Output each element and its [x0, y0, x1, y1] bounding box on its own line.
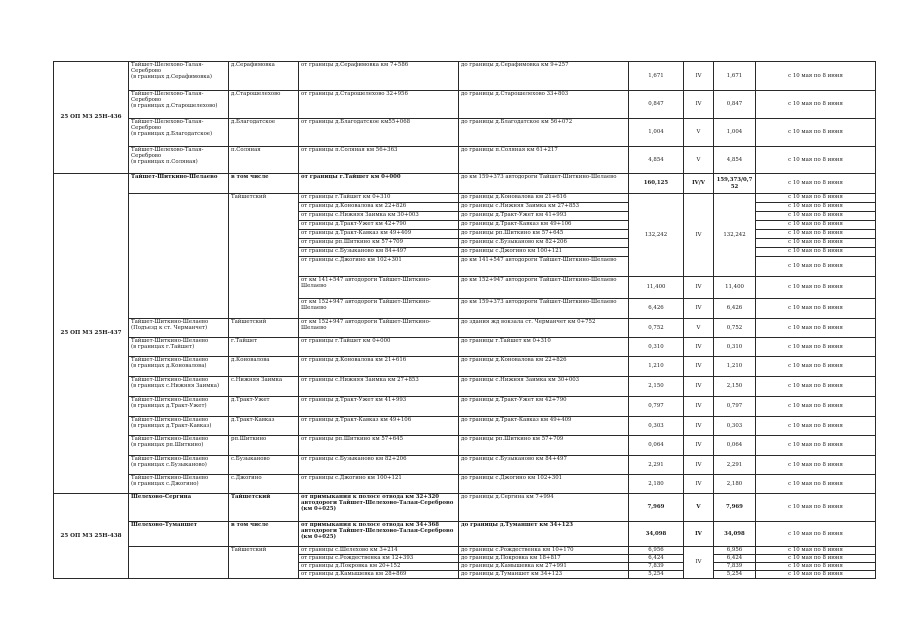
from-cell: от границы д.Серафимовка км 7+586 — [299, 62, 459, 91]
road-name-cell: Тайшет-Шиткино-Шелаево (в границах рп.Шиткино) — [129, 436, 229, 456]
to-cell: до границы г.Тайшет км 0+310 — [459, 338, 629, 357]
period-cell: с 10 мая по 8 июня — [756, 456, 876, 475]
to-cell: до км 159+373 автодороги Тайшет-Шиткино-Шелаево — [459, 299, 629, 319]
locality-cell: Тайшетский — [229, 547, 299, 579]
from-cell: от границы с.Нижняя Заимка км 30+003 — [299, 212, 459, 221]
from-cell: от границы д.Благодатское км55+068 — [299, 119, 459, 147]
locality-cell: д.Тракт-Ужет — [229, 397, 299, 417]
road-name-cell — [129, 547, 229, 579]
table-row — [54, 194, 876, 203]
road-name-cell: Шелехово-Туманшет — [129, 522, 229, 547]
to-cell: до границы д.Старошелехово 33+803 — [459, 91, 629, 119]
locality-cell: Тайшетский — [229, 319, 299, 338]
length2-cell: 2,180 — [714, 475, 756, 494]
length-cell: 4,854 — [629, 147, 684, 174]
from-cell: от км 152+947 автодороги Тайшет-Шиткино-Шелаево — [299, 319, 459, 338]
length-cell: 132,242 — [629, 194, 684, 277]
period-cell: с 10 мая по 8 июня — [756, 338, 876, 357]
length2-cell: 5,254 — [714, 571, 756, 579]
locality-cell: д.Серафимовка — [229, 62, 299, 91]
from-cell: от границы рп.Шиткино км 57+645 — [299, 436, 459, 456]
category-cell: IV — [684, 91, 714, 119]
length-cell: 0,797 — [629, 397, 684, 417]
from-cell: от границы рп.Шиткино км 57+709 — [299, 239, 459, 248]
to-cell: до границы д.Благодатское км 56+072 — [459, 119, 629, 147]
locality-cell: г.Тайшет — [229, 338, 299, 357]
from-cell: от границы д.Коновалова км 21+616 — [299, 357, 459, 377]
locality-cell: д.Коновалова — [229, 357, 299, 377]
locality-cell: д.Благодатское — [229, 119, 299, 147]
length2-cell: 132,242 — [714, 194, 756, 277]
road-name-cell: Тайшет-Шелехово-Талая- Сереброво (в границах д.Старошелехово) — [129, 91, 229, 119]
category-cell: IV — [684, 277, 714, 299]
to-cell: до км 152+947 автодороги Тайшет-Шиткино-Шелаево — [459, 277, 629, 299]
category-cell: IV — [684, 456, 714, 475]
from-cell: от границы д.Коновалова км 22+826 — [299, 203, 459, 212]
length2-cell: 0,303 — [714, 417, 756, 436]
length-cell: 0,752 — [629, 319, 684, 338]
to-cell: до здания жд вокзала ст. Черманчет км 0+752 — [459, 319, 629, 338]
roads-table — [53, 61, 876, 579]
length-cell: 160,125 — [629, 174, 684, 194]
locality-cell: Тайшетский — [229, 194, 299, 319]
length2-cell: 6,426 — [714, 299, 756, 319]
category-cell: IV/V — [684, 174, 714, 194]
table-row — [54, 397, 876, 417]
road-name-cell: Тайшет-Шелехово-Талая- Сереброво (в границах д.Благодатское) — [129, 119, 229, 147]
road-code-cell: 25 ОП МЗ 25Н-438 — [54, 494, 129, 579]
length2-cell: 0,797 — [714, 397, 756, 417]
period-cell: с 10 мая по 8 июня — [756, 377, 876, 397]
category-cell: IV — [684, 417, 714, 436]
to-cell: до границы п.Соляная км 61+217 — [459, 147, 629, 174]
road-name-cell: Тайшет-Шиткино-Шелаево (в границах г.Тайшет) — [129, 338, 229, 357]
to-cell: до границы д.Тракт-Кавказ км 49+409 — [459, 417, 629, 436]
locality-cell: с.Бузыканово — [229, 456, 299, 475]
from-cell: от границы с.Рождественка км 12+393 — [299, 555, 459, 563]
table-row — [54, 456, 876, 475]
period-cell: с 10 мая по 8 июня — [756, 62, 876, 91]
to-cell: до границы с.Джогино км 100+121 — [459, 248, 629, 257]
road-name-cell: Тайшет-Шиткино-Шелаево (в границах с.Джогино) — [129, 475, 229, 494]
to-cell: до границы с.Нижняя Заимка км 27+853 — [459, 203, 629, 212]
category-cell: IV — [684, 377, 714, 397]
table-row — [54, 338, 876, 357]
length2-cell: 6,424 — [714, 555, 756, 563]
to-cell: до границы д.Серафимовка км 9+257 — [459, 62, 629, 91]
period-cell: с 10 мая по 8 июня — [756, 494, 876, 522]
length2-cell: 159,373/0,752 — [714, 174, 756, 194]
table-row — [54, 357, 876, 377]
table-row — [54, 91, 876, 119]
length2-cell: 0,752 — [714, 319, 756, 338]
period-cell: с 10 мая по 8 июня — [756, 397, 876, 417]
length-cell: 1,004 — [629, 119, 684, 147]
from-cell: от границы с.Джогино км 100+121 — [299, 475, 459, 494]
road-code-cell: 25 ОП МЗ 25Н-436 — [54, 62, 129, 174]
length2-cell: 1,004 — [714, 119, 756, 147]
length-cell: 7,969 — [629, 494, 684, 522]
table-row — [54, 62, 876, 91]
from-cell: от примыкания к полосе отвода км 32+320 автодороги Тайшет-Шелехово-Талая-Сереброво (км 0+025) — [299, 494, 459, 522]
category-cell: IV — [684, 338, 714, 357]
length-cell: 6,956 — [629, 547, 684, 555]
length-cell: 0,310 — [629, 338, 684, 357]
period-cell: с 10 мая по 8 июня — [756, 417, 876, 436]
from-cell: от границы с.Бузыканово км 84+497 — [299, 248, 459, 257]
locality-cell: д.Тракт-Кавказ — [229, 417, 299, 436]
length-cell: 0,847 — [629, 91, 684, 119]
road-name-cell — [129, 194, 229, 319]
period-cell: с 10 мая по 8 июня — [756, 91, 876, 119]
from-cell: от границы с.Шелехово км 3+214 — [299, 547, 459, 555]
locality-cell: п.Соляная — [229, 147, 299, 174]
locality-cell: рп.Шиткино — [229, 436, 299, 456]
to-cell: до км 141+547 автодороги Тайшет-Шиткино-Шелаево — [459, 257, 629, 277]
to-cell: до границы д.Сергина км 7+994 — [459, 494, 629, 522]
length-cell: 2,180 — [629, 475, 684, 494]
from-cell: от примыкания к полосе отвода км 34+368 автодороги Тайшет-Шелехово-Талая-Сереброво (км 0+025) — [299, 522, 459, 547]
period-cell: с 10 мая по 8 июня — [756, 571, 876, 579]
from-cell: от границы с.Джогино км 102+301 — [299, 257, 459, 277]
length-cell: 0,303 — [629, 417, 684, 436]
period-cell: с 10 мая по 8 июня — [756, 194, 876, 203]
from-cell: от границы г.Тайшет км 0+000 — [299, 174, 459, 194]
category-cell: V — [684, 147, 714, 174]
length-cell: 2,150 — [629, 377, 684, 397]
to-cell: до границы рп.Шиткино км 57+645 — [459, 230, 629, 239]
from-cell: от границы д.Старошелехово 32+956 — [299, 91, 459, 119]
from-cell: от границы г.Тайшет км 0+310 — [299, 194, 459, 203]
length2-cell: 7,969 — [714, 494, 756, 522]
category-cell: IV — [684, 194, 714, 277]
category-cell: IV — [684, 357, 714, 377]
period-cell: с 10 мая по 8 июня — [756, 563, 876, 571]
table-row — [54, 319, 876, 338]
period-cell: с 10 мая по 8 июня — [756, 174, 876, 194]
from-cell: от границы д.Тракт-Кавказ км 49+409 — [299, 230, 459, 239]
period-cell: с 10 мая по 8 июня — [756, 203, 876, 212]
period-cell: с 10 мая по 8 июня — [756, 436, 876, 456]
locality-cell: в том числе — [229, 174, 299, 194]
period-cell: с 10 мая по 8 июня — [756, 522, 876, 547]
period-cell: с 10 мая по 8 июня — [756, 119, 876, 147]
road-name-cell: Тайшет-Шелехово-Талая- Сереброво (в границах п.Соляная) — [129, 147, 229, 174]
period-cell: с 10 мая по 8 июня — [756, 475, 876, 494]
period-cell: с 10 мая по 8 июня — [756, 248, 876, 257]
period-cell: с 10 мая по 8 июня — [756, 257, 876, 277]
length-cell: 5,254 — [629, 571, 684, 579]
length-cell: 0,064 — [629, 436, 684, 456]
table-row — [54, 475, 876, 494]
to-cell: до границы д.Туманшет км 34+123 — [459, 571, 629, 579]
locality-cell: в том числе — [229, 522, 299, 547]
to-cell: до границы д.Коновалова км 21+616 — [459, 194, 629, 203]
length2-cell: 0,310 — [714, 338, 756, 357]
length2-cell: 11,400 — [714, 277, 756, 299]
from-cell: от границы д.Тракт-Ужет км 42+790 — [299, 221, 459, 230]
from-cell: от границы д.Покровка км 20+152 — [299, 563, 459, 571]
period-cell: с 10 мая по 8 июня — [756, 555, 876, 563]
to-cell: до границы с.Нижняя Заимка км 30+003 — [459, 377, 629, 397]
table-row — [54, 174, 876, 194]
period-cell: с 10 мая по 8 июня — [756, 299, 876, 319]
locality-cell: с.Нижняя Заимка — [229, 377, 299, 397]
length2-cell: 6,956 — [714, 547, 756, 555]
period-cell: с 10 мая по 8 июня — [756, 547, 876, 555]
length2-cell: 0,064 — [714, 436, 756, 456]
length-cell: 6,426 — [629, 299, 684, 319]
table-row — [54, 377, 876, 397]
category-cell: IV — [684, 475, 714, 494]
road-name-cell: Тайшет-Шиткино-Шелаево (в границах д.Коновалова) — [129, 357, 229, 377]
length-cell: 1,210 — [629, 357, 684, 377]
period-cell: с 10 мая по 8 июня — [756, 212, 876, 221]
length-cell: 6,424 — [629, 555, 684, 563]
period-cell: с 10 мая по 8 июня — [756, 357, 876, 377]
table-row — [54, 436, 876, 456]
to-cell: до границы д.Камышевка км 27+991 — [459, 563, 629, 571]
length-cell: 7,839 — [629, 563, 684, 571]
category-cell: IV — [684, 299, 714, 319]
length2-cell: 0,847 — [714, 91, 756, 119]
to-cell: до границы д.Тракт-Кавказ км 49+106 — [459, 221, 629, 230]
road-name-cell: Тайшет-Шиткино-Шелаево — [129, 174, 229, 194]
category-cell: IV — [684, 436, 714, 456]
period-cell: с 10 мая по 8 июня — [756, 230, 876, 239]
road-name-cell: Тайшет-Шиткино-Шелаево (в границах с.Нижняя Заимка) — [129, 377, 229, 397]
length-cell: 2,291 — [629, 456, 684, 475]
to-cell: до км 159+373 автодороги Тайшет-Шиткино-Шелаево — [459, 174, 629, 194]
to-cell: до границы с.Рождественка км 10+170 — [459, 547, 629, 555]
locality-cell: д.Старошелехово — [229, 91, 299, 119]
category-cell: IV — [684, 397, 714, 417]
table-row — [54, 417, 876, 436]
to-cell: до границы с.Джогино км 102+301 — [459, 475, 629, 494]
length2-cell: 1,210 — [714, 357, 756, 377]
period-cell: с 10 мая по 8 июня — [756, 319, 876, 338]
category-cell: V — [684, 319, 714, 338]
to-cell: до границы с.Бузыканово км 84+497 — [459, 456, 629, 475]
to-cell: до границы с.Бузыканово км 82+206 — [459, 239, 629, 248]
category-cell: IV — [684, 62, 714, 91]
road-name-cell: Тайшет-Шиткино-Шелаево (в границах с.Бузыканово) — [129, 456, 229, 475]
road-name-cell: Тайшет-Шиткино-Шелаево (в границах д.Тракт-Кавказ) — [129, 417, 229, 436]
from-cell: от границы п.Соляная км 56+363 — [299, 147, 459, 174]
length2-cell: 1,671 — [714, 62, 756, 91]
to-cell: до границы д.Тракт-Ужет км 41+993 — [459, 212, 629, 221]
from-cell: от границы д.Тракт-Ужет км 41+993 — [299, 397, 459, 417]
length2-cell: 7,839 — [714, 563, 756, 571]
length2-cell: 2,291 — [714, 456, 756, 475]
category-cell: V — [684, 119, 714, 147]
period-cell: с 10 мая по 8 июня — [756, 277, 876, 299]
from-cell: от границы д.Тракт-Кавказ км 49+106 — [299, 417, 459, 436]
road-name-cell: Тайшет-Шиткино-Шелаево (в границах д.Тракт-Ужет) — [129, 397, 229, 417]
locality-cell: Тайшетский — [229, 494, 299, 522]
length-cell: 11,400 — [629, 277, 684, 299]
from-cell: от границы г.Тайшет км 0+000 — [299, 338, 459, 357]
table-row — [54, 147, 876, 174]
from-cell: от границы д.Камышевка км 28+869 — [299, 571, 459, 579]
road-name-cell: Шелехово-Сергина — [129, 494, 229, 522]
period-cell: с 10 мая по 8 июня — [756, 239, 876, 248]
table-row — [54, 494, 876, 522]
road-name-cell: Тайшет-Шиткино-Шелаево (Подъезд к ст. Черманчет) — [129, 319, 229, 338]
length-cell: 34,098 — [629, 522, 684, 547]
category-cell: V — [684, 494, 714, 522]
to-cell: до границы д.Покровка км 18+817 — [459, 555, 629, 563]
table-row — [54, 119, 876, 147]
category-cell: IV — [684, 547, 714, 579]
length2-cell: 2,150 — [714, 377, 756, 397]
to-cell: до границы д.Коновалова км 22+826 — [459, 357, 629, 377]
period-cell: с 10 мая по 8 июня — [756, 221, 876, 230]
table-row — [54, 547, 876, 555]
length-cell: 1,671 — [629, 62, 684, 91]
table-row — [54, 522, 876, 547]
locality-cell: с.Джогино — [229, 475, 299, 494]
to-cell: до границы д.Тракт-Ужет км 42+790 — [459, 397, 629, 417]
from-cell: от км 141+547 автодороги Тайшет-Шиткино-Шелаево — [299, 277, 459, 299]
road-name-cell: Тайшет-Шелехово-Талая- Сереброво (в границах д.Серафимовка) — [129, 62, 229, 91]
length2-cell: 34,098 — [714, 522, 756, 547]
from-cell: от км 152+947 автодороги Тайшет-Шиткино-Шелаево — [299, 299, 459, 319]
to-cell: до границы рп.Шиткино км 57+709 — [459, 436, 629, 456]
period-cell: с 10 мая по 8 июня — [756, 147, 876, 174]
length2-cell: 4,854 — [714, 147, 756, 174]
from-cell: от границы с.Бузыканово км 82+206 — [299, 456, 459, 475]
from-cell: от границы с.Нижняя Заимка км 27+853 — [299, 377, 459, 397]
to-cell: до границы д.Туманшет км 34+123 — [459, 522, 629, 547]
road-code-cell: 25 ОП МЗ 25Н-437 — [54, 174, 129, 494]
category-cell: IV — [684, 522, 714, 547]
